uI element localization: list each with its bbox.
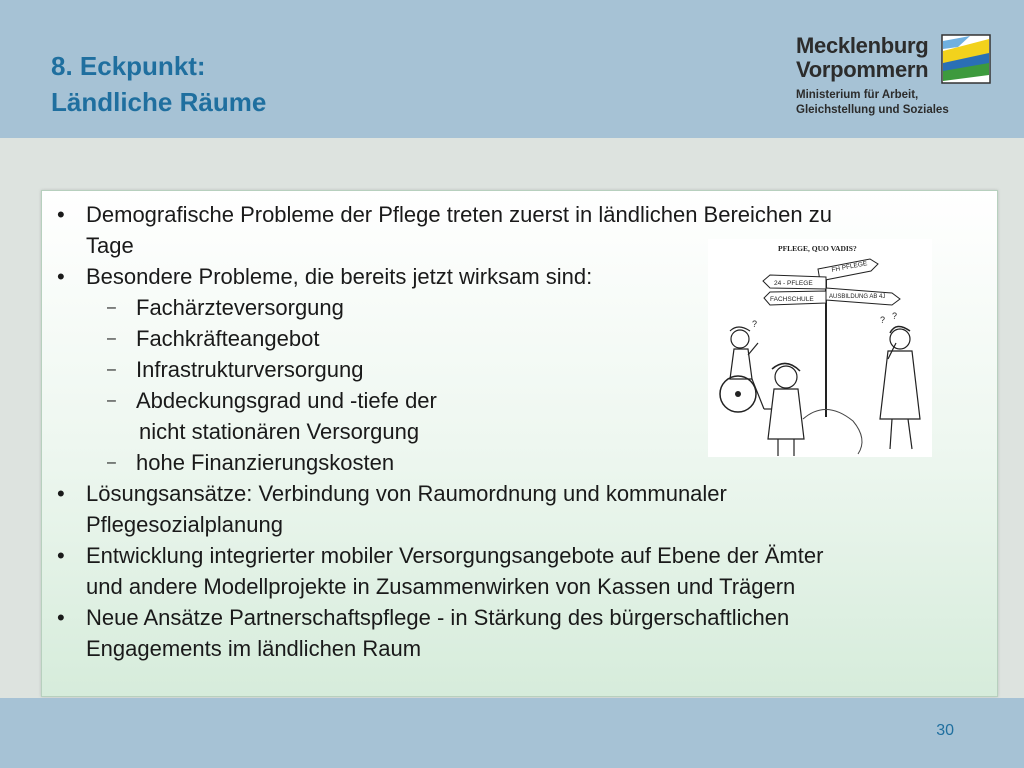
sign-2-text: 24 - PFLEGE — [774, 280, 813, 287]
logo-sub-line-1: Ministerium für Arbeit, — [796, 89, 919, 101]
cartoon-illustration — [708, 239, 932, 457]
content-box — [41, 190, 998, 697]
slide-title — [51, 48, 266, 120]
bullet-4-line-1: Entwicklung integrierter mobiler Versorgungsangebote auf Ebene der Ämter — [86, 543, 824, 568]
bullet-4 — [55, 540, 975, 602]
logo-sub-line-2: Gleichstellung und Soziales — [796, 104, 949, 116]
cartoon-drawing — [708, 239, 932, 457]
sub-bullet-4-continued: nicht stationären Versorgung — [139, 419, 420, 444]
sub-bullet-2: – Fachkräfteangebot — [55, 323, 975, 354]
svg-text:?: ? — [892, 311, 898, 321]
bullet-3-line-1: Lösungsansätze: Verbindung von Raumordnung und kommunaler — [86, 481, 727, 506]
logo-line-1: Mecklenburg — [796, 33, 929, 58]
bullet-2: • Besondere Probleme, die bereits jetzt wirksam sind: — [55, 261, 706, 292]
sign-4-text: AUSBILDUNG AB 4J — [829, 294, 886, 300]
logo-subtitle — [796, 88, 949, 118]
cartoon-title: PFLEGE, QUO VADIS? — [778, 244, 857, 253]
svg-text:?: ? — [752, 319, 758, 329]
footer-band — [0, 698, 1024, 768]
bullet-3-line-2: Pflegesozialplanung — [86, 512, 283, 537]
title-line-2: Ländliche Räume — [51, 87, 267, 117]
wheelchair-person — [720, 319, 772, 412]
bullet-1-line-1: Demografische Probleme der Pflege treten zuerst in ländlichen Bereichen zu — [86, 202, 832, 227]
title-line-1: 8. Eckpunkt: — [51, 51, 206, 81]
svg-text:?: ? — [880, 315, 886, 325]
bullet-5-line-1: Neue Ansätze Partnerschaftspflege - in Stärkung des bürgerschaftlichen — [86, 605, 790, 630]
ground-hill — [803, 409, 862, 454]
sub-bullet-1: – Fachärzteversorgung — [55, 292, 975, 323]
state-emblem-icon — [940, 33, 992, 85]
standing-woman — [880, 311, 920, 449]
bullet-5 — [55, 602, 975, 664]
page-number: 30 — [936, 722, 954, 739]
sign-3-text: FACHSCHULE — [770, 296, 814, 303]
sign-1-text: FH PFLEGE — [831, 260, 868, 274]
bullet-5-line-2: Engagements im ländlichen Raum — [86, 636, 422, 661]
bullet-3 — [55, 478, 975, 540]
sub-bullet-4: – Abdeckungsgrad und -tiefe der — [55, 385, 975, 416]
sub-bullet-5: – hohe Finanzierungskosten — [55, 447, 975, 478]
bullet-1-line-2: Tage — [86, 233, 134, 258]
sub-bullet-3: – Infrastrukturversorgung — [55, 354, 975, 385]
bullet-4-line-2: und andere Modellprojekte in Zusammenwirken von Kassen und Trägern — [86, 574, 796, 599]
ministry-logo — [796, 30, 1006, 125]
logo-line-2: Vorpommern — [796, 57, 929, 82]
standing-person-back — [768, 363, 804, 456]
